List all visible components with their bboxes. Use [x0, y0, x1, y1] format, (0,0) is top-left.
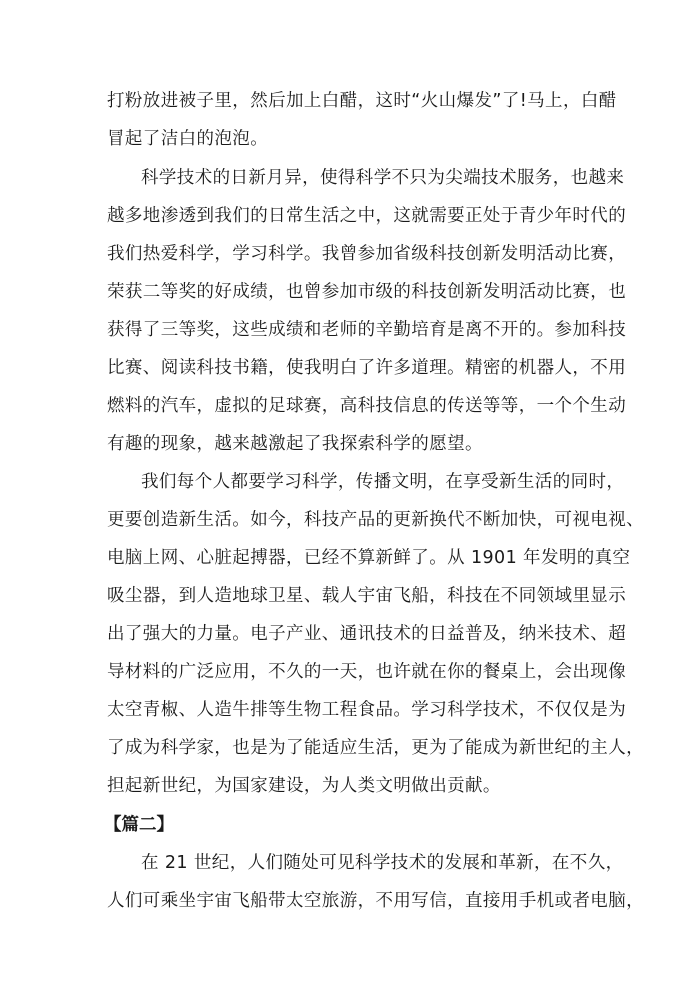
- paragraph-3-line-6: 导材料的广泛应用，不久的一天，也许就在你的餐桌上，会出现像: [107, 662, 627, 682]
- paragraph-3-line-8: 了成为科学家，也是为了能适应生活，更为了能成为新世纪的主人，: [107, 738, 644, 758]
- paragraph-3-line-9: 担起新世纪，为国家建设，为人类文明做出贡献。: [107, 776, 501, 796]
- paragraph-1-line-1: 打粉放进被子里，然后加上白醋，这时“火山爆发”了!马上，白醋: [107, 91, 617, 111]
- paragraph-2-line-5: 获得了三等奖，这些成绩和老师的辛勤培育是离不开的。参加科技: [107, 320, 627, 340]
- paragraph-2-line-2: 越多地渗透到我们的日常生活之中，这就需要正处于青少年时代的: [107, 206, 627, 226]
- paragraph-2-line-4: 荣获二等奖的好成绩，也曾参加市级的科技创新发明活动比赛，也: [107, 282, 627, 302]
- paragraph-2-line-7: 燃料的汽车，虚拟的足球赛，高科技信息的传送等等，一个个生动: [107, 396, 627, 416]
- paragraph-2-line-8: 有趣的现象，越来越激起了我探索科学的愿望。: [107, 434, 483, 454]
- paragraph-2-line-6: 比赛、阅读科技书籍，使我明白了许多道理。精密的机器人，不用: [107, 358, 627, 378]
- paragraph-3-line-3: 电脑上网、心脏起搏器，已经不算新鲜了。从 1901 年发明的真空: [107, 548, 631, 568]
- paragraph-2-line-1: 科学技术的日新月异，使得科学不只为尖端技术服务，也越来: [141, 168, 625, 188]
- section-heading: 【篇二】: [104, 815, 174, 835]
- paragraph-3-line-5: 出了强大的力量。电子产业、通讯技术的日益普及，纳米技术、超: [107, 624, 627, 644]
- paragraph-2-line-3: 我们热爱科学，学习科学。我曾参加省级科技创新发明活动比赛，: [107, 244, 627, 264]
- paragraph-3-line-7: 太空青椒、人造牛排等生物工程食品。学习科学技术，不仅仅是为: [107, 700, 627, 720]
- paragraph-4-line-1: 在 21 世纪，人们随处可见科学技术的发展和革新，在不久，: [141, 853, 624, 873]
- paragraph-3-line-2: 更要创造新生活。如今，科技产品的更新换代不断加快，可视电视、: [107, 510, 644, 530]
- paragraph-3-line-4: 吸尘器，到人造地球卫星、载人宇宙飞船，科技在不同领域里显示: [107, 586, 627, 606]
- paragraph-3-line-1: 我们每个人都要学习科学，传播文明，在享受新生活的同时，: [141, 472, 625, 492]
- paragraph-4-line-2: 人们可乘坐宇宙飞船带太空旅游，不用写信，直接用手机或者电脑，: [107, 891, 644, 911]
- paragraph-1-line-2: 冒起了洁白的泡泡。: [107, 129, 269, 149]
